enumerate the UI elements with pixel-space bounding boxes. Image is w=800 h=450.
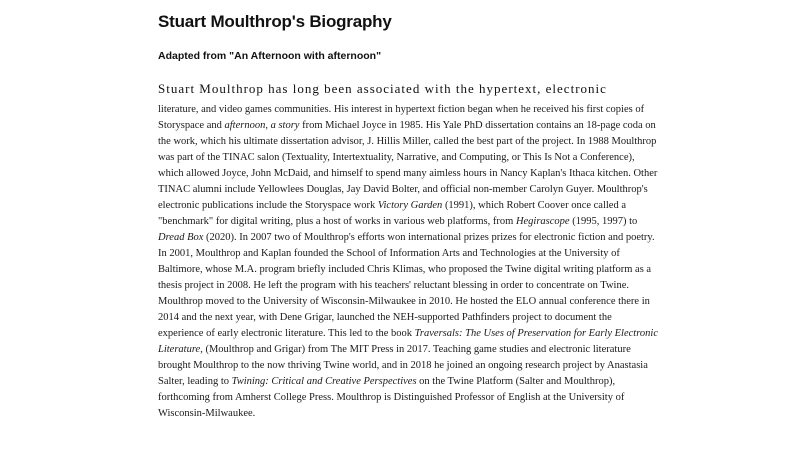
page-subtitle: Adapted from "An Afternoon with afternoon" [158, 50, 382, 62]
biography-paragraph [158, 79, 658, 422]
document-page [158, 0, 658, 422]
page-title: Stuart Moulthrop's Biography [158, 12, 392, 31]
article-lead-line: Stuart Moulthrop has long been associated with the hypertext, electronic [158, 81, 607, 96]
article-body-text: literature, and video games communities. His interest in hypertext fiction began when he received his first copies of Storyspace and afternoon, a story from Michael Joyce in 1985. His Yale PhD dissertation contains an 18-page coda on the work, which his ultimate dissertation advisor, J. Hillis Miller, called the best part of the project. In 1988 Moulthrop was part of the TINAC salon (Textuality, Intertextuality, Narrative, and Computing, or This Is Not a Conference), which allowed Joyce, John McDaid, and himself to spend many aimless hours in Nancy Kaplan's Ithaca kitchen. Other TINAC alumni include Yellowlees Douglas, Jay David Bolter, and official non-member Carolyn Guyer. Moulthrop's electronic publications include the Storyspace work Victory Garden (1991), which Robert Coover once called a "benchmark" for digital writing, plus a host of works in various web platforms, from Hegirascope (1995, 1997) to Dread Box (2020). In 2007 two of Moulthrop's efforts won international prizes prizes for electronic fiction and poetry. In 2001, Moulthrop and Kaplan founded the School of Information Arts and Technologies at the University of Baltimore, whose M.A. program briefly included Chris Klimas, who proposed the Twine digital writing platform as a thesis project in 2008. He left the program with his teachers' reluctant blessing in order to concentrate on Twine. Moulthrop moved to the University of Wisconsin-Milwaukee in 2010. He hosted the ELO annual conference there in 2014 and the next year, with Dene Grigar, launched the NEH-supported Pathfinders project to document the experience of early electronic literature. This led to the book Traversals: The Uses of Preservation for Early Electronic Literature, (Moulthrop and Grigar) from The MIT Press in 2017. Teaching game studies and electronic literature brought Moulthrop to the now thriving Twine world, and in 2018 he joined an ongoing research project by Anastasia Salter, leading to Twining: Critical and Creative Perspectives on the Twine Platform (Salter and Moulthrop), forthcoming from Amherst College Press. Moulthrop is Distinguished Professor of English at the University of Wisconsin-Milwaukee. [158, 104, 658, 419]
